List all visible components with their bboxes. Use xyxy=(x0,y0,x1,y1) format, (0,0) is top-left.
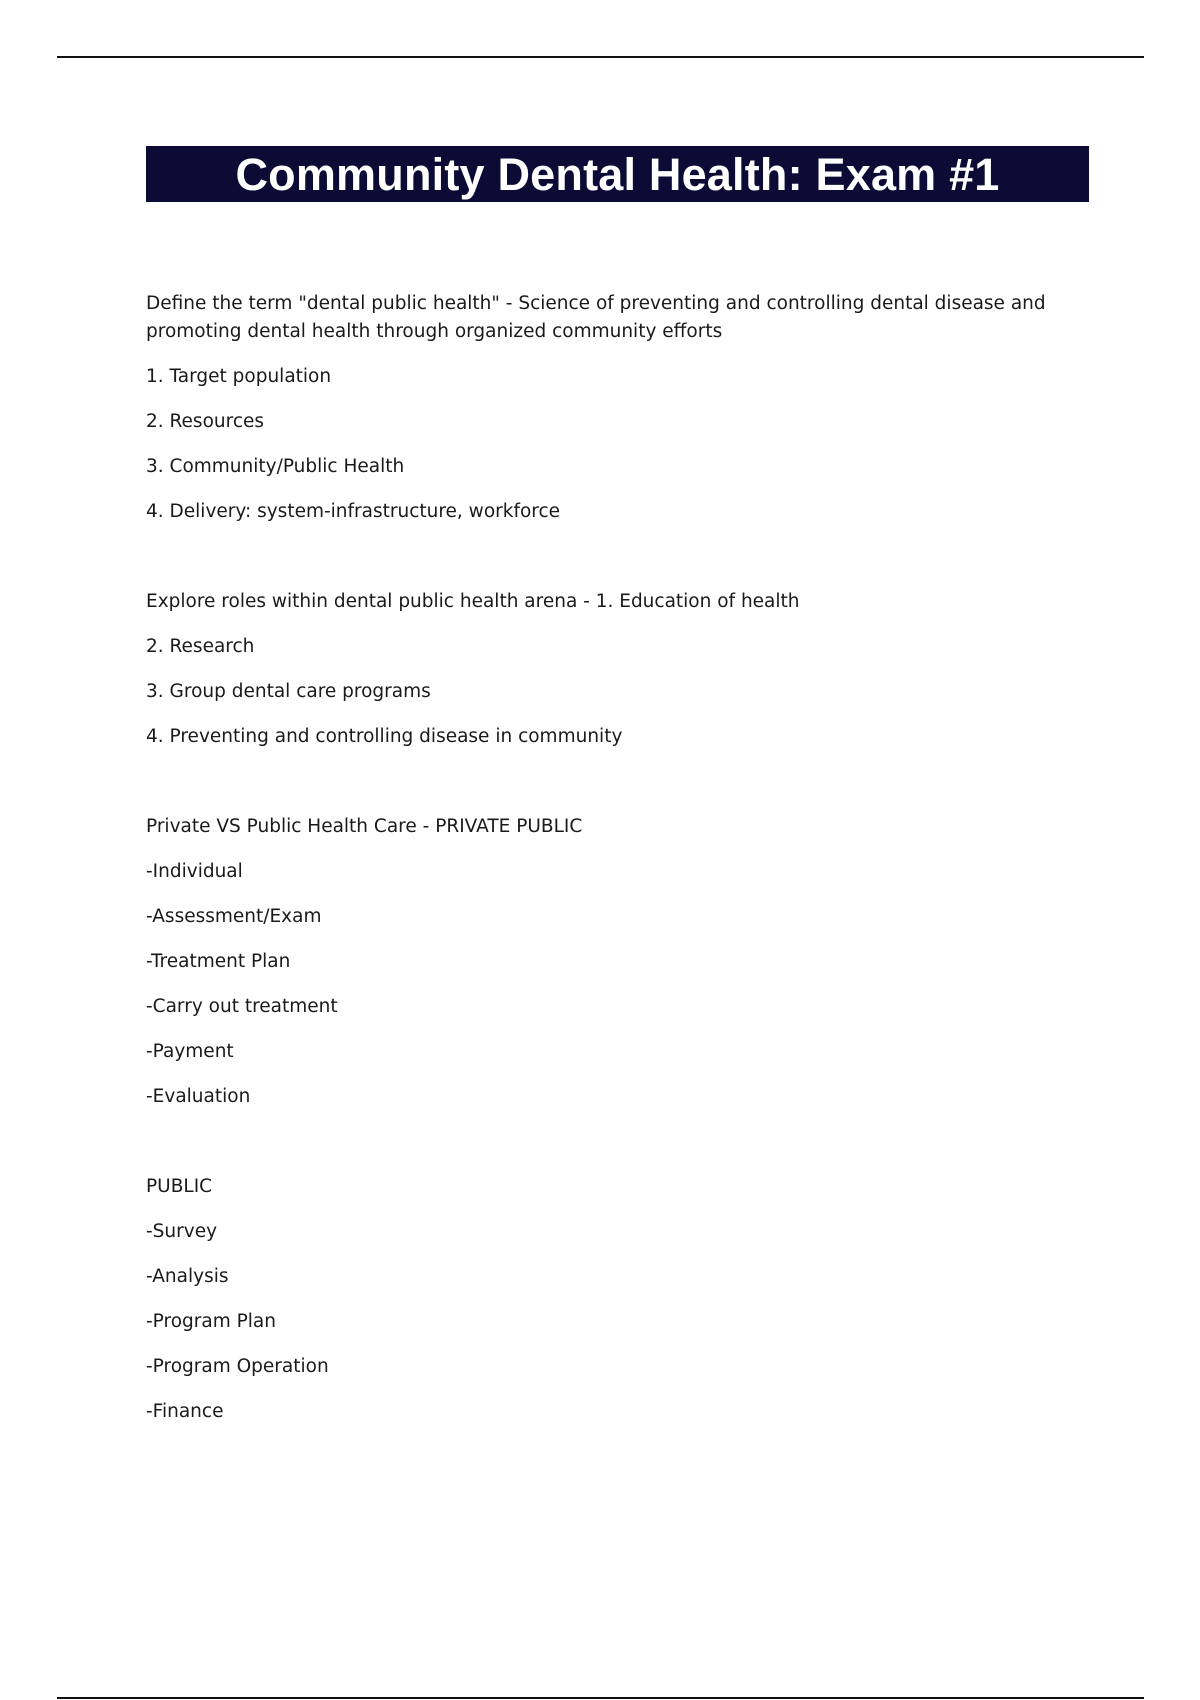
card-1-line-2: 1. Target population xyxy=(146,366,332,387)
flashcard-list xyxy=(146,290,1046,1488)
card-4-line-6: -Finance xyxy=(146,1401,224,1422)
card-1-term-definition: Define the term "dental public health" - Science of preventing and controlling dental disease and promoting dental health through organized community efforts xyxy=(146,293,1046,342)
document-title: Community Dental Health: Exam #1 xyxy=(235,148,1000,200)
card-3-line-2: -Individual xyxy=(146,861,243,882)
top-divider xyxy=(57,56,1144,58)
flashcard-4 xyxy=(146,1173,1046,1426)
card-1-line-5: 4. Delivery: system-infrastructure, workforce xyxy=(146,501,561,522)
title-banner xyxy=(146,146,1089,202)
bottom-divider xyxy=(57,1697,1144,1699)
card-4-heading: PUBLIC xyxy=(146,1176,213,1197)
card-4-line-4: -Program Plan xyxy=(146,1311,276,1332)
card-3-line-7: -Evaluation xyxy=(146,1086,251,1107)
card-4-line-5: -Program Operation xyxy=(146,1356,329,1377)
card-2-line-3: 3. Group dental care programs xyxy=(146,681,431,702)
card-1-line-4: 3. Community/Public Health xyxy=(146,456,405,477)
card-3-line-5: -Carry out treatment xyxy=(146,996,338,1017)
card-4-line-3: -Analysis xyxy=(146,1266,229,1287)
card-1-line-3: 2. Resources xyxy=(146,411,265,432)
card-3-line-4: -Treatment Plan xyxy=(146,951,291,972)
card-2-line-4: 4. Preventing and controlling disease in community xyxy=(146,726,623,747)
card-2-term-definition: Explore roles within dental public health arena - 1. Education of health xyxy=(146,591,800,612)
flashcard-3 xyxy=(146,813,1046,1111)
card-3-term-definition: Private VS Public Health Care - PRIVATE PUBLIC xyxy=(146,816,583,837)
card-3-line-6: -Payment xyxy=(146,1041,234,1062)
card-2-line-2: 2. Research xyxy=(146,636,255,657)
card-3-line-3: -Assessment/Exam xyxy=(146,906,322,927)
card-4-line-2: -Survey xyxy=(146,1221,218,1242)
flashcard-1 xyxy=(146,290,1046,526)
flashcard-2 xyxy=(146,588,1046,751)
